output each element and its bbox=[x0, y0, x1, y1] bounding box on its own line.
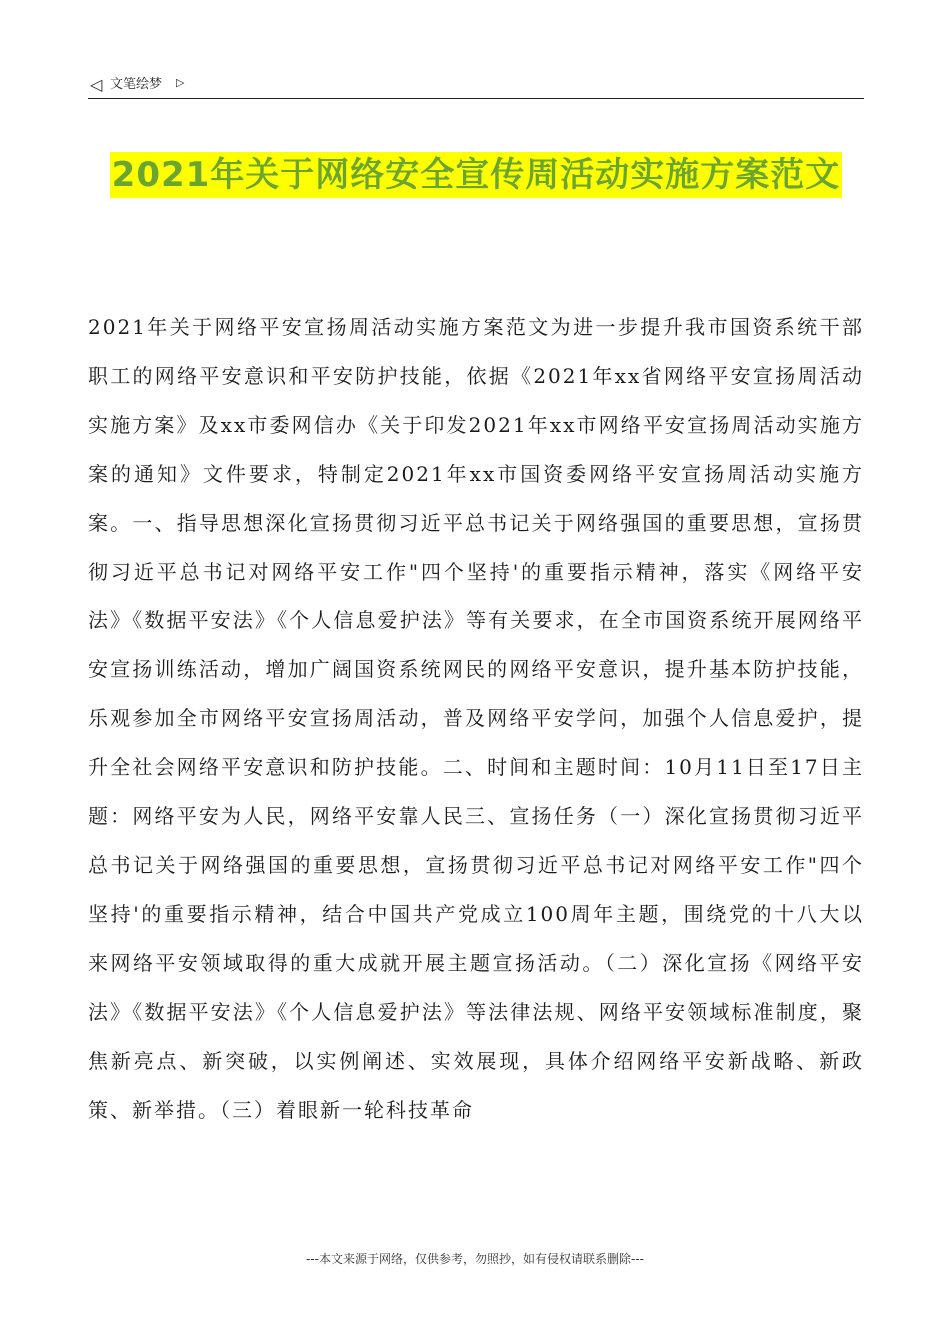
triangle-left-icon: ◁ bbox=[90, 75, 103, 94]
triangle-right-icon: ▷ bbox=[176, 76, 185, 89]
document-title: 2021年关于网络安全宣传周活动实施方案范文 bbox=[110, 152, 843, 198]
title-container bbox=[88, 152, 864, 198]
footer-notice: ---本文来源于网络，仅供参考，勿照抄，如有侵权请联系删除--- bbox=[306, 1252, 644, 1266]
page-header bbox=[88, 72, 864, 99]
brand-name: 文笔绘梦 bbox=[110, 77, 163, 92]
document-body: 2021年关于网络平安宣扬周活动实施方案范文为进一步提升我市国资系统干部职工的网络平安意识和平安防护技能，依据《2021年xx省网络平安宣扬周活动实施方案》及xx市委网信办《关于印发2021年xx市网络平安宣扬周活动实施方案的通知》文件要求，特制定2021年xx市国资委网络平安宣扬周活动实施方案。一、指导思想深化宣扬贯彻习近平总书记关于网络强国的重要思想，宣扬贯彻习近平总书记对网络平安工作"四个坚持'的重要指示精神，落实《网络平安法》《数据平安法》《个人信息爱护法》等有关要求，在全市国资系统开展网络平安宣扬训练活动，增加广阔国资系统网民的网络平安意识，提升基本防护技能，乐观参加全市网络平安宣扬周活动，普及网络平安学问，加强个人信息爱护，提升全社会网络平安意识和防护技能。二、时间和主题时间：10月11日至17日主题：网络平安为人民，网络平安靠人民三、宣扬任务（一）深化宣扬贯彻习近平总书记关于网络强国的重要思想，宣扬贯彻习近平总书记对网络平安工作"四个坚持'的重要指示精神，结合中国共产党成立100周年主题，围绕党的十八大以来网络平安领域取得的重大成就开展主题宣扬活动。（二）深化宣扬《网络平安法》《数据平安法》《个人信息爱护法》等法律法规、网络平安领域标准制度，聚焦新亮点、新突破，以实例阐述、实效展现，具体介绍网络平安新战略、新政策、新举措。（三）着眼新一轮科技革命 bbox=[88, 315, 864, 1122]
